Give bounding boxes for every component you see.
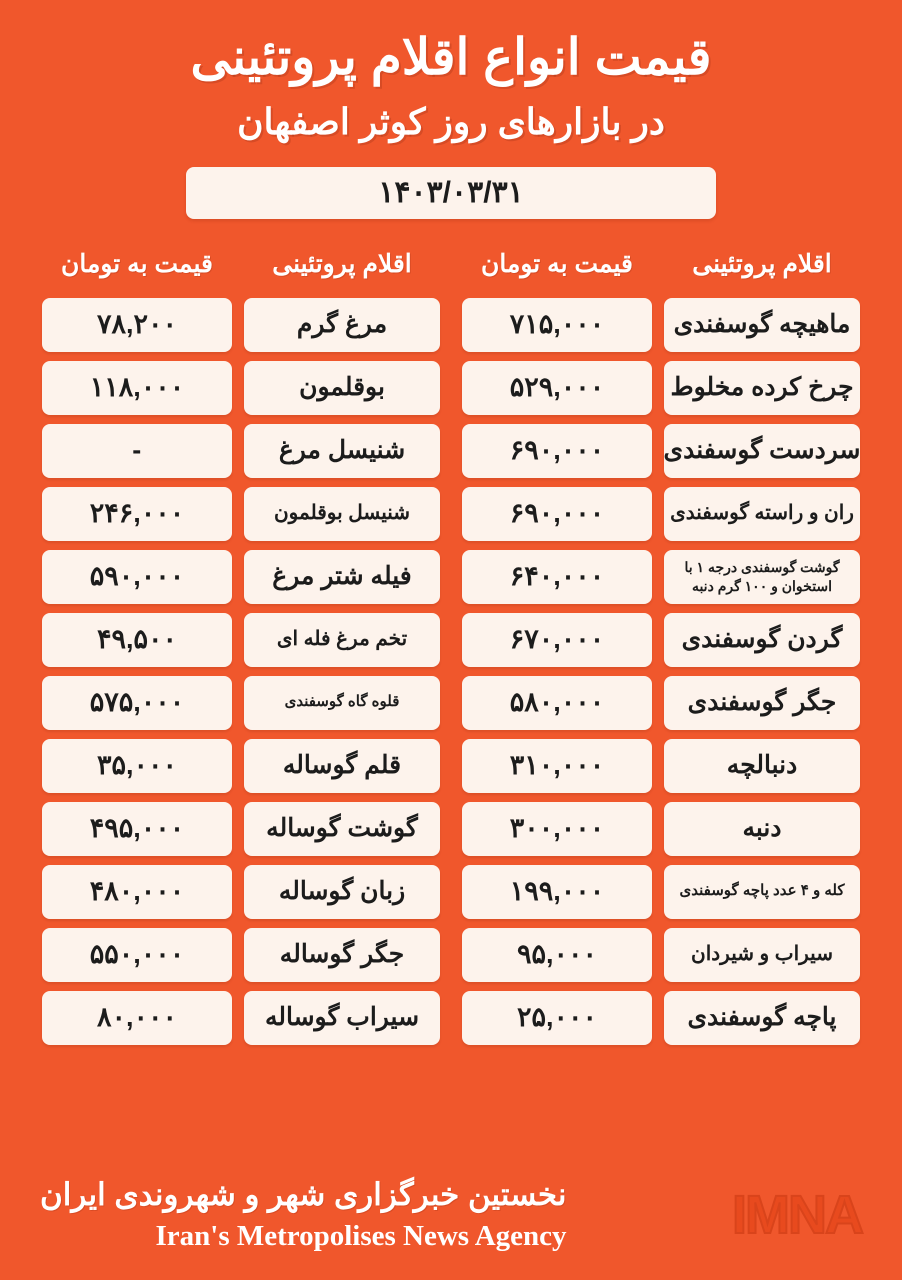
table-row [42, 676, 440, 730]
item-name-cell: پاچه گوسفندی [664, 991, 860, 1045]
item-price-cell: ۲۵,۰۰۰ [462, 991, 652, 1045]
item-name-cell: بوقلمون [244, 361, 440, 415]
item-price-cell: ۵۵۰,۰۰۰ [42, 928, 232, 982]
item-name-cell: سیراب و شیردان [664, 928, 860, 982]
item-price-cell: ۲۴۶,۰۰۰ [42, 487, 232, 541]
poster-footer [0, 1165, 902, 1280]
item-price-cell: ۳۰۰,۰۰۰ [462, 802, 652, 856]
item-name-cell: جگر گوسفندی [664, 676, 860, 730]
table-row [462, 487, 860, 541]
item-name-cell: سیراب گوساله [244, 991, 440, 1045]
table-row [462, 298, 860, 352]
item-name-cell: گوشت گوساله [244, 802, 440, 856]
table-row [42, 550, 440, 604]
table-row [42, 991, 440, 1045]
table-row [462, 991, 860, 1045]
item-price-cell: ۴۸۰,۰۰۰ [42, 865, 232, 919]
poster-header [0, 0, 902, 219]
item-price-cell: ۶۷۰,۰۰۰ [462, 613, 652, 667]
item-name-cell: قلوه گاه گوسفندی [244, 676, 440, 730]
item-price-cell: - [42, 424, 232, 478]
item-price-cell: ۶۴۰,۰۰۰ [462, 550, 652, 604]
item-name-cell: زبان گوساله [244, 865, 440, 919]
item-price-cell: ۵۸۰,۰۰۰ [462, 676, 652, 730]
item-name-cell: جگر گوساله [244, 928, 440, 982]
column-header-price: قیمت به تومان [481, 250, 633, 279]
item-price-cell: ۸۰,۰۰۰ [42, 991, 232, 1045]
item-price-cell: ۷۱۵,۰۰۰ [462, 298, 652, 352]
column-header-item: اقلام پروتئینی [692, 250, 832, 279]
table-row [462, 739, 860, 793]
table-row [462, 928, 860, 982]
item-name-cell: سردست گوسفندی [664, 424, 860, 478]
table-row [42, 487, 440, 541]
item-price-cell: ۳۵,۰۰۰ [42, 739, 232, 793]
item-name-cell: ران و راسته گوسفندی [664, 487, 860, 541]
date-text: ۱۴۰۳/۰۳/۳۱ [378, 176, 524, 209]
table-header-row [462, 241, 860, 289]
item-price-cell: ۵۲۹,۰۰۰ [462, 361, 652, 415]
item-price-cell: ۶۹۰,۰۰۰ [462, 487, 652, 541]
price-table-primary [462, 241, 860, 1045]
table-header-row [42, 241, 440, 289]
item-name-cell: گوشت گوسفندی درجه ۱ با استخوان و ۱۰۰ گرم دنبه [664, 550, 860, 604]
item-name-cell: چرخ کرده مخلوط [664, 361, 860, 415]
item-price-cell: ۴۹,۵۰۰ [42, 613, 232, 667]
table-row [42, 424, 440, 478]
table-row [42, 298, 440, 352]
item-name-cell: کله و ۴ عدد پاچه گوسفندی [664, 865, 860, 919]
item-name-cell: گردن گوسفندی [664, 613, 860, 667]
item-price-cell: ۱۱۸,۰۰۰ [42, 361, 232, 415]
table-row [42, 739, 440, 793]
item-name-cell: تخم مرغ فله ای [244, 613, 440, 667]
logo-text: IMNA [732, 1184, 862, 1245]
price-table-secondary [42, 241, 440, 1045]
table-row [462, 865, 860, 919]
column-header-item: اقلام پروتئینی [272, 250, 412, 279]
table-row [42, 361, 440, 415]
table-row [462, 361, 860, 415]
table-row [462, 613, 860, 667]
table-row [462, 676, 860, 730]
table-row [42, 613, 440, 667]
item-name-cell: دنبه [664, 802, 860, 856]
footer-tagline [40, 1175, 573, 1254]
item-price-cell: ۳۱۰,۰۰۰ [462, 739, 652, 793]
item-name-cell: شنیسل مرغ [244, 424, 440, 478]
table-row [42, 865, 440, 919]
item-name-cell: فیله شتر مرغ [244, 550, 440, 604]
item-name-cell: شنیسل بوقلمون [244, 487, 440, 541]
item-name-cell: قلم گوساله [244, 739, 440, 793]
table-row [462, 424, 860, 478]
item-name-cell: مرغ گرم [244, 298, 440, 352]
item-price-cell: ۷۸,۲۰۰ [42, 298, 232, 352]
footer-tagline-fa: نخستین خبرگزاری شهر و شهروندی ایران [40, 1177, 567, 1213]
page-title: قیمت انواع اقلام پروتئینی [190, 29, 712, 85]
imna-logo [724, 1184, 862, 1246]
table-row [42, 802, 440, 856]
price-tables [0, 241, 902, 1045]
item-price-cell: ۹۵,۰۰۰ [462, 928, 652, 982]
table-row [462, 802, 860, 856]
item-price-cell: ۶۹۰,۰۰۰ [462, 424, 652, 478]
item-price-cell: ۵۹۰,۰۰۰ [42, 550, 232, 604]
item-price-cell: ۴۹۵,۰۰۰ [42, 802, 232, 856]
column-header-price: قیمت به تومان [61, 250, 213, 279]
date-badge [186, 167, 716, 219]
item-price-cell: ۵۷۵,۰۰۰ [42, 676, 232, 730]
footer-tagline-en: Iran's Metropolises News Agency [155, 1219, 567, 1252]
table-row [462, 550, 860, 604]
item-price-cell: ۱۹۹,۰۰۰ [462, 865, 652, 919]
table-row [42, 928, 440, 982]
item-name-cell: ماهیچه گوسفندی [664, 298, 860, 352]
item-name-cell: دنبالچه [664, 739, 860, 793]
page-subtitle: در بازارهای روز کوثر اصفهان [237, 100, 665, 142]
